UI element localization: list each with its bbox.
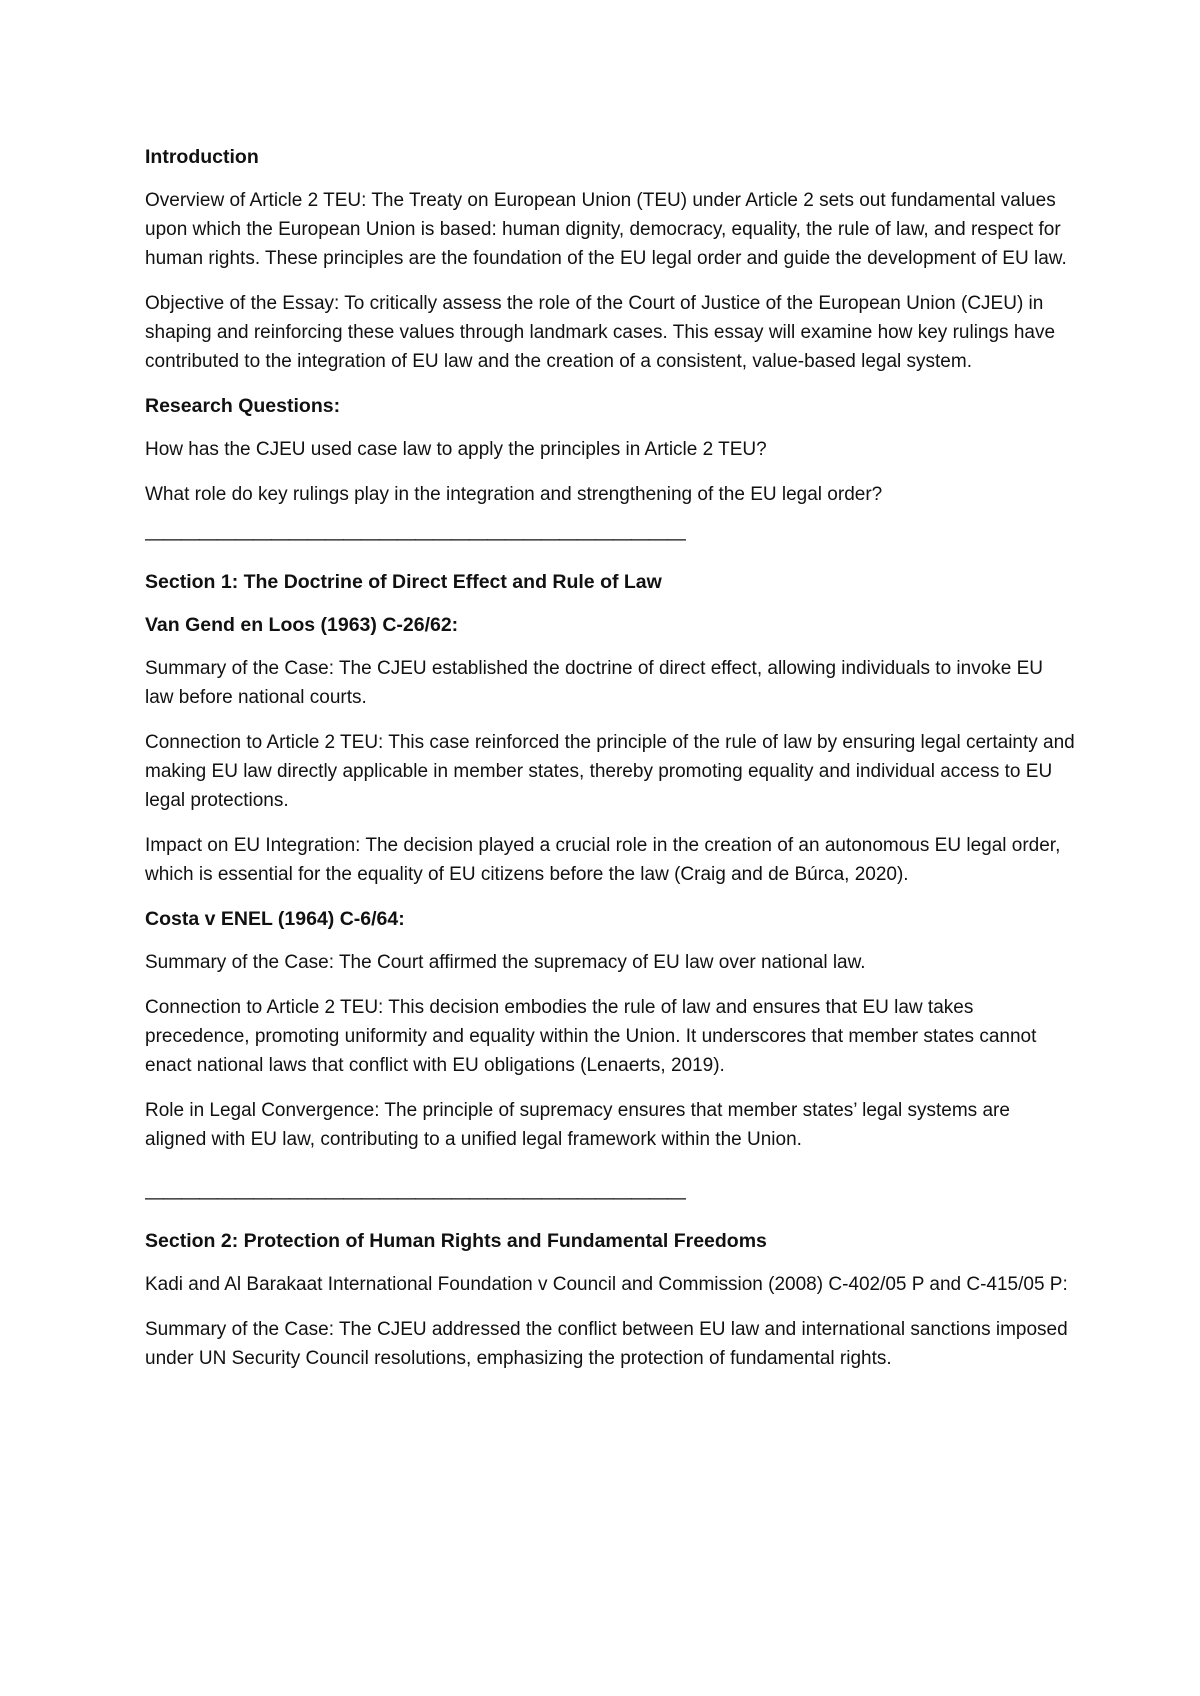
section-2-heading: Section 2: Protection of Human Rights and Fundamental Freedoms	[145, 1230, 767, 1252]
document-body	[145, 143, 1075, 1389]
case-costa-title: Costa v ENEL (1964) C-6/64:	[145, 908, 405, 930]
section-1-heading: Section 1: The Doctrine of Direct Effect and Rule of Law	[145, 571, 662, 593]
section-separator: ——————————————————————————————	[145, 529, 685, 550]
case-van-gend-title: Van Gend en Loos (1963) C-26/62:	[145, 614, 459, 636]
case-costa-connection: Connection to Article 2 TEU: This decision embodies the rule of law and ensures that EU law takes precedence, promoting uniformity and equality within the Union. It underscores that member states cannot enact national laws that conflict with EU obligations (Lenaerts, 2019).	[145, 997, 1037, 1076]
case-van-gend-summary: Summary of the Case: The CJEU established the doctrine of direct effect, allowing individuals to invoke EU law before national courts.	[145, 658, 1044, 708]
research-question-1: How has the CJEU used case law to apply the principles in Article 2 TEU?	[145, 439, 767, 460]
overview-paragraph: Overview of Article 2 TEU: The Treaty on European Union (TEU) under Article 2 sets out fundamental values upon which the European Union is based: human dignity, democracy, equality, the rule of law, and respect for human rights. These principles are the foundation of the EU legal order and guide the development of EU law.	[145, 190, 1067, 269]
case-costa-role: Role in Legal Convergence: The principle of supremacy ensures that member states’ legal systems are aligned with EU law, contributing to a unified legal framework within the Union.	[145, 1100, 1010, 1150]
case-van-gend-impact: Impact on EU Integration: The decision played a crucial role in the creation of an autonomous EU legal order, which is essential for the equality of EU citizens before the law (Craig and de Búrca, 2020).	[145, 835, 1061, 885]
introduction-heading: Introduction	[145, 146, 259, 168]
research-questions-heading: Research Questions:	[145, 395, 341, 417]
case-costa-summary: Summary of the Case: The Court affirmed the supremacy of EU law over national law.	[145, 952, 866, 973]
case-kadi-title: Kadi and Al Barakaat International Foundation v Council and Commission (2008) C-402/05 P and C-415/05 P:	[145, 1274, 1068, 1295]
section-separator-2: ——————————————————————————————	[145, 1188, 685, 1209]
case-kadi-summary: Summary of the Case: The CJEU addressed the conflict between EU law and international sanctions imposed under UN Security Council resolutions, emphasizing the protection of fundamental rights.	[145, 1319, 1068, 1369]
objective-paragraph: Objective of the Essay: To critically assess the role of the Court of Justice of the European Union (CJEU) in shaping and reinforcing these values through landmark cases. This essay will examine how key rulings have contributed to the integration of EU law and the creation of a consistent, value-based legal system.	[145, 293, 1056, 372]
research-question-2: What role do key rulings play in the integration and strengthening of the EU legal order?	[145, 484, 883, 505]
case-van-gend-connection: Connection to Article 2 TEU: This case reinforced the principle of the rule of law by ensuring legal certainty and making EU law directly applicable in member states, thereby promoting equality and individual access to EU legal protections.	[145, 732, 1075, 811]
